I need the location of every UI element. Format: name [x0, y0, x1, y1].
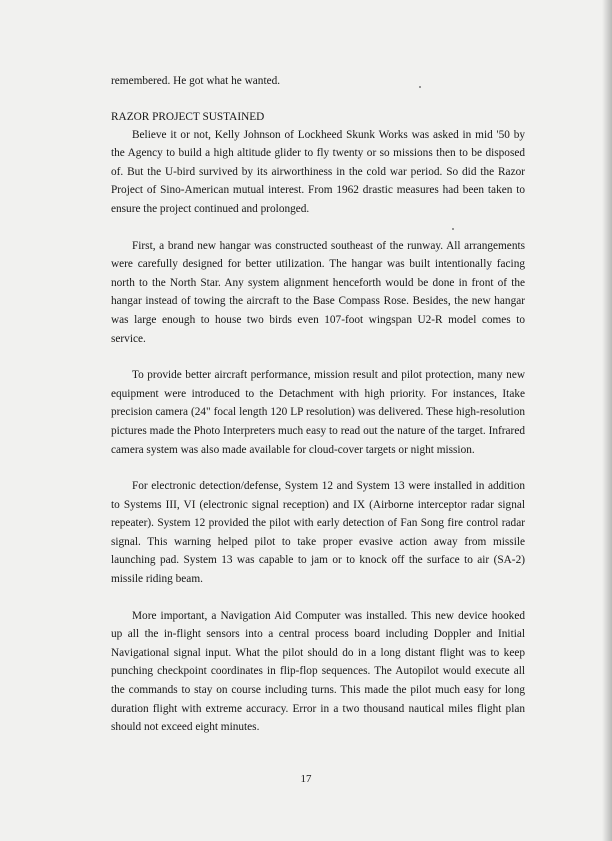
- paragraph-4: For electronic detection/defense, System 12 and System 13 were installed in addition to Systems III, VI (electronic signal reception) and IX (Airborne interceptor radar signal repeater). System 12 provided the pilot with early detection of Fan Song fire control radar signal. This warning helped pilot to take proper evasive action away from missile launching pad. System 13 was capable to jam or to knock off the surface to air (SA-2) missile riding beam.: [111, 480, 525, 586]
- opening-line: remembered. He got what he wanted.: [111, 75, 281, 87]
- scan-speck: [452, 228, 454, 230]
- paragraph-1: Believe it or not, Kelly Johnson of Lockheed Skunk Works was asked in mid '50 by the Agency to build a high altitude glider to fly twenty or so missions then to be disposed of. But the U-bird survived by its airworthiness in the cold war period. So did the Razor Project of Sino-American mutual interest. From 1962 drastic measures had been taken to ensure the project continued and prolonged.: [111, 128, 525, 215]
- paragraph-2: First, a brand new hangar was constructed southeast of the runway. All arrangements were carefully designed for better utilization. The hangar was built intentionally facing north to the North Star. Any system alignment henceforth would be done in front of the hangar instead of towing the aircraft to the Base Compass Rose. Besides, the new hangar was large enough to house two birds even 107-foot wingspan U2-R model comes to service.: [111, 239, 525, 345]
- page-edge-shadow: [602, 0, 612, 841]
- paragraph-5: More important, a Navigation Aid Computer was installed. This new device hooked up all the in-flight sensors into a central process board including Doppler and Initial Navigational signal input. What the pilot should do in a long distant flight was to keep punching checkpoint coordinates in flip-flop sequences. The Autopilot would execute all the commands to stay on course including turns. This made the pilot much easy for long duration flight with extreme accuracy. Error in a two thousand nautical miles flight plan should not exceed eight minutes.: [111, 609, 525, 734]
- page-number: 17: [300, 773, 312, 785]
- section-heading: RAZOR PROJECT SUSTAINED: [111, 110, 265, 123]
- paragraph-3: To provide better aircraft performance, mission result and pilot protection, many new equipment were introduced to the Detachment with high priority. For instances, Itake precision camera (24" focal length 120 LP resolution) was delivered. These high-resolution pictures made the Photo Interpreters much easy to read out the nature of the target. Infrared camera system was also made available for cloud-cover targets or night mission.: [111, 369, 525, 456]
- scan-speck: [419, 86, 421, 88]
- body-text: [111, 72, 525, 737]
